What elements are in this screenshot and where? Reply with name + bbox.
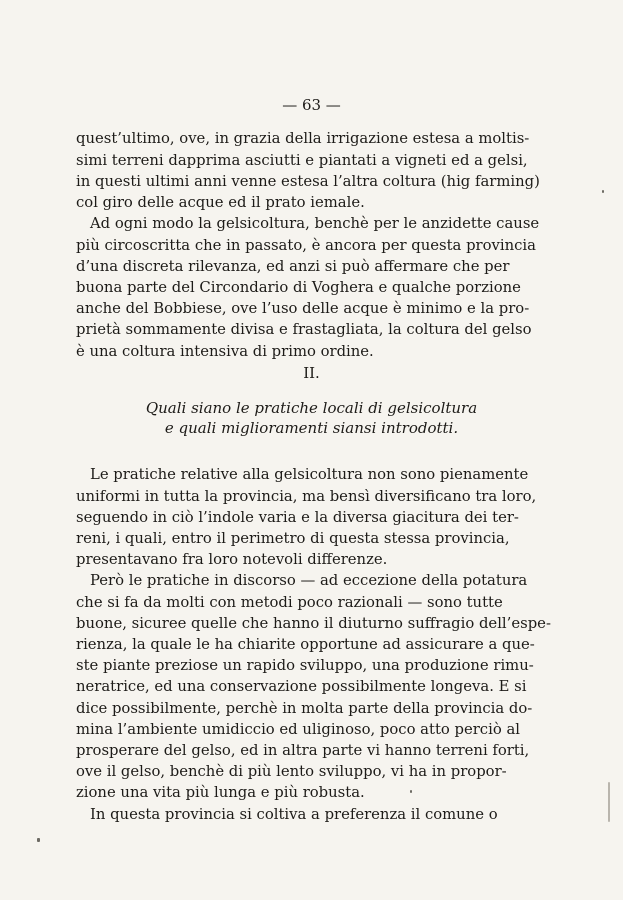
- text-line: buona parte del Circondario di Voghera e qualche porzione: [76, 279, 521, 296]
- text-line: più circoscritta che in passato, è ancora per questa provincia: [76, 237, 536, 254]
- text-line: rienza, la quale le ha chiarite opportune ad assicurare a que-: [76, 636, 535, 653]
- text-line: anche del Bobbiese, ove l’uso delle acque è minimo e la pro-: [76, 300, 530, 317]
- section-title: e quali miglioramenti siansi introdotti.: [164, 419, 459, 437]
- text-line: presentavano fra loro notevoli differenze.: [76, 551, 388, 568]
- scan-speck: [602, 190, 604, 193]
- text-line: dice possibilmente, perchè in molta parte della provincia do-: [76, 700, 533, 717]
- text-line: neratrice, ed una conservazione possibilmente longeva. E si: [76, 678, 527, 695]
- text-line: uniformi in tutta la provincia, ma bensì diversificano tra loro,: [76, 488, 537, 505]
- section-title: Quali siano le pratiche locali di gelsicoltura: [145, 399, 478, 417]
- text-line: che si fa da molti con metodi poco razionali — sono tutte: [76, 594, 503, 611]
- text-line: seguendo in ciò l’indole varia e la diversa giacitura dei ter-: [76, 509, 519, 526]
- text-line: Ad ogni modo la gelsicoltura, benchè per le anzidette cause: [90, 215, 540, 232]
- scan-edge-mark: [608, 782, 610, 822]
- page-number: — 63 —: [282, 96, 341, 114]
- text-line: è una coltura intensiva di primo ordine.: [76, 343, 374, 360]
- text-line: ove il gelso, benchè di più lento sviluppo, vi ha in propor-: [76, 763, 507, 780]
- text-line: buone, sicuree quelle che hanno il diuturno suffragio dell’espe-: [76, 615, 551, 632]
- scan-speck: [37, 838, 40, 842]
- text-line: zione una vita più lunga e più robusta.: [76, 784, 365, 801]
- text-line: ste piante preziose un rapido sviluppo, una produzione rimu-: [76, 657, 534, 674]
- text-line: prosperare del gelso, ed in altra parte vi hanno terreni forti,: [76, 742, 530, 759]
- text-line: In questa provincia si coltiva a preferenza il comune o: [90, 806, 498, 823]
- scan-speck: [410, 790, 412, 793]
- text-line: reni, i quali, entro il perimetro di questa stessa provincia,: [76, 530, 510, 547]
- text-line: Però le pratiche in discorso — ad eccezione della potatura: [90, 572, 528, 589]
- text-line: d’una discreta rilevanza, ed anzi si può affermare che per: [76, 258, 510, 275]
- text-line: simi terreni dapprima asciutti e piantati a vigneti ed a gelsi,: [76, 152, 528, 169]
- text-line: mina l’ambiente umidiccio ed uliginoso, poco atto perciò al: [76, 721, 520, 738]
- text-line: quest’ultimo, ove, in grazia della irrigazione estesa a moltis-: [76, 130, 530, 147]
- text-line: Le pratiche relative alla gelsicoltura non sono pienamente: [90, 466, 529, 483]
- text-line: col giro delle acque ed il prato iemale.: [76, 194, 365, 211]
- section-number: II.: [303, 364, 320, 382]
- text-line: in questi ultimi anni venne estesa l’altra coltura (hig farming): [76, 173, 540, 190]
- text-line: prietà sommamente divisa e frastagliata, la coltura del gelso: [76, 321, 532, 338]
